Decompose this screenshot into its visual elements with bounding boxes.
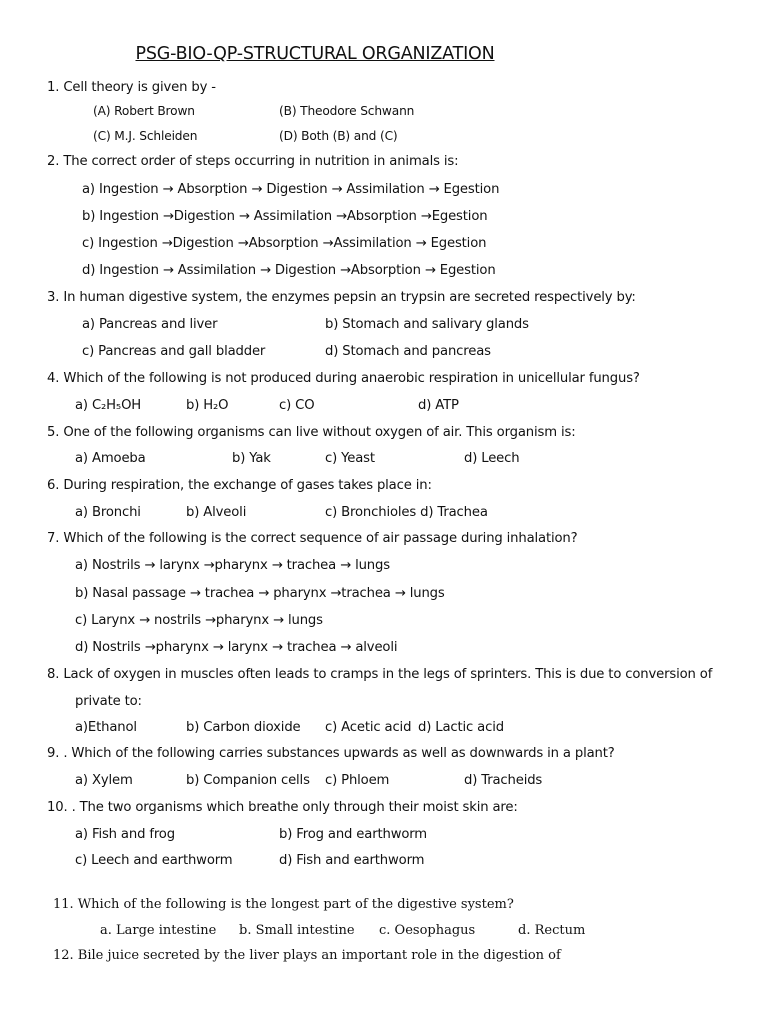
q2-option-a: a) Ingestion → Absorption → Digestion → Assimilation → Egestion <box>82 182 500 197</box>
q9-option-c: c) Phloem <box>325 773 390 788</box>
q5-option-b: b) Yak <box>232 451 271 466</box>
page-title: PSG-BIO-QP-STRUCTURAL ORGANIZATION <box>135 44 495 64</box>
q4-option-d: d) ATP <box>418 398 459 413</box>
q10-option-c: c) Leech and earthworm <box>75 853 233 868</box>
q4-option-a: a) C₂H₅OH <box>75 398 142 413</box>
q11-option-a: a. Large intestine <box>100 923 217 938</box>
q2-option-c: c) Ingestion →Digestion →Absorption →Assimilation → Egestion <box>82 236 487 251</box>
q3-option-a: a) Pancreas and liver <box>82 317 218 332</box>
q9-option-a: a) Xylem <box>75 773 133 788</box>
q6-option-b: b) Alveoli <box>186 505 247 520</box>
q8-option-d: d) Lactic acid <box>418 720 504 735</box>
q3-option-b: b) Stomach and salivary glands <box>325 317 529 332</box>
q5-option-c: c) Yeast <box>325 451 375 466</box>
question-7: 7. Which of the following is the correct sequence of air passage during inhalation? <box>47 531 578 546</box>
q2-option-b: b) Ingestion →Digestion → Assimilation →Absorption →Egestion <box>82 209 488 224</box>
q3-option-d: d) Stomach and pancreas <box>325 344 491 359</box>
q10-option-a: a) Fish and frog <box>75 827 175 842</box>
question-3: 3. In human digestive system, the enzymes pepsin an trypsin are secreted respectively by: <box>47 290 636 305</box>
q9-option-b: b) Companion cells <box>186 773 310 788</box>
question-6: 6. During respiration, the exchange of gases takes place in: <box>47 478 432 493</box>
q11-option-b: b. Small intestine <box>239 923 355 938</box>
q6-option-a: a) Bronchi <box>75 505 141 520</box>
q2-option-d: d) Ingestion → Assimilation → Digestion →Absorption → Egestion <box>82 263 496 278</box>
q10-option-d: d) Fish and earthworm <box>279 853 425 868</box>
q3-option-c: c) Pancreas and gall bladder <box>82 344 266 359</box>
q7-option-a: a) Nostrils → larynx →pharynx → trachea → lungs <box>75 558 390 573</box>
q5-option-d: d) Leech <box>464 451 520 466</box>
question-12: 12. Bile juice secreted by the liver plays an important role in the digestion of <box>53 948 561 963</box>
q7-option-d: d) Nostrils →pharynx → larynx → trachea → alveoli <box>75 640 398 655</box>
q11-option-d: d. Rectum <box>518 923 586 938</box>
q7-option-b: b) Nasal passage → trachea → pharynx →trachea → lungs <box>75 586 445 601</box>
q5-option-a: a) Amoeba <box>75 451 146 466</box>
q8-option-b: b) Carbon dioxide <box>186 720 301 735</box>
q1-option-c: (C) M.J. Schleiden <box>93 129 198 143</box>
q1-option-b: (B) Theodore Schwann <box>279 104 415 118</box>
q8-option-c: c) Acetic acid <box>325 720 412 735</box>
question-11: 11. Which of the following is the longest part of the digestive system? <box>53 897 514 912</box>
question-9: 9. . Which of the following carries substances upwards as well as downwards in a plant? <box>47 746 615 761</box>
question-2: 2. The correct order of steps occurring in nutrition in animals is: <box>47 154 459 169</box>
question-4: 4. Which of the following is not produced during anaerobic respiration in unicellular fungus? <box>47 371 640 386</box>
q1-option-a: (A) Robert Brown <box>93 104 195 118</box>
q4-option-c: c) CO <box>279 398 315 413</box>
q1-option-d: (D) Both (B) and (C) <box>279 129 398 143</box>
q7-option-c: c) Larynx → nostrils →pharynx → lungs <box>75 613 323 628</box>
question-1: 1. Cell theory is given by - <box>47 80 216 95</box>
question-10: 10. . The two organisms which breathe only through their moist skin are: <box>47 800 518 815</box>
question-5: 5. One of the following organisms can live without oxygen of air. This organism is: <box>47 425 576 440</box>
q10-option-b: b) Frog and earthworm <box>279 827 427 842</box>
question-8: 8. Lack of oxygen in muscles often leads to cramps in the legs of sprinters. This is due to conversion of <box>47 667 713 682</box>
q11-option-c: c. Oesophagus <box>379 923 476 938</box>
question-8-continued: private to: <box>75 694 142 709</box>
q4-option-b: b) H₂O <box>186 398 229 413</box>
q8-option-a: a)Ethanol <box>75 720 137 735</box>
q6-option-c: c) Bronchioles d) Trachea <box>325 505 488 520</box>
q9-option-d: d) Tracheids <box>464 773 543 788</box>
